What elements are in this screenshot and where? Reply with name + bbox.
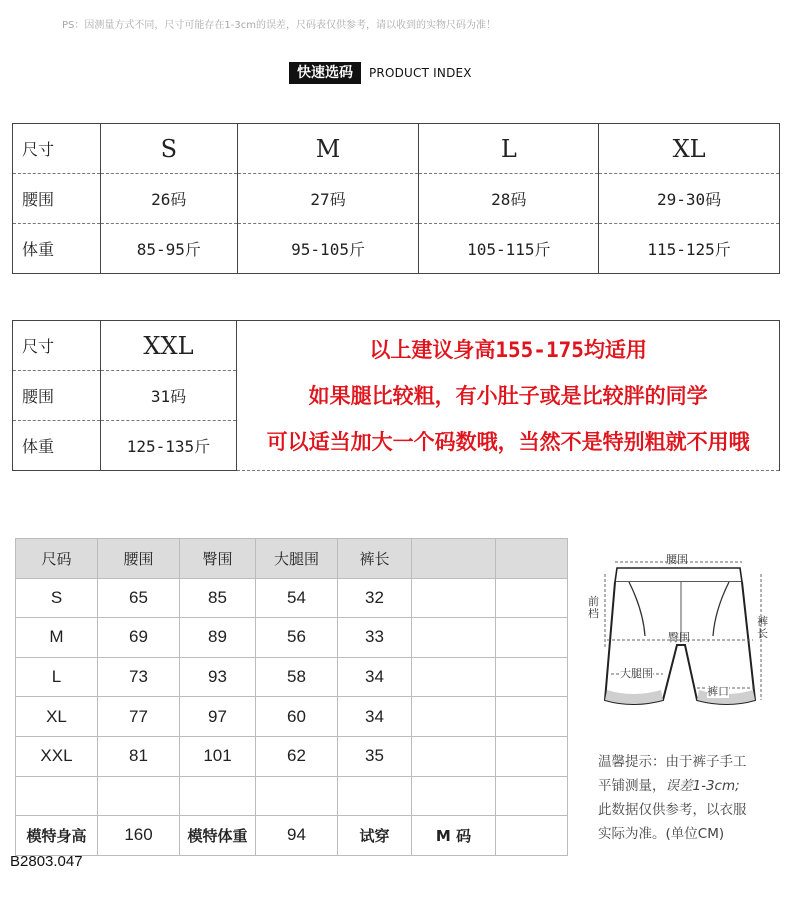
tip-line: 实际为准。(单位CM) (598, 826, 725, 842)
table-cell: 101 (180, 736, 256, 776)
table-row (16, 736, 568, 776)
waist-cell: 31码 (100, 371, 237, 421)
table-cell: L (16, 657, 98, 697)
table-cell: 93 (180, 657, 256, 697)
fit-note-line: 可以适当加大一个码数哦，当然不是特别粗就不用哦 (266, 429, 750, 454)
table-cell (412, 736, 496, 776)
table-cell (496, 816, 568, 856)
table-cell (16, 776, 98, 816)
heading-cn: 快速选码 (289, 62, 361, 84)
row-label-size: 尺寸 (13, 124, 101, 174)
waist-cell: 27码 (237, 174, 419, 224)
measurement-table (15, 538, 568, 856)
size-cell: XL (599, 124, 780, 174)
table-cell (496, 657, 568, 697)
table-cell (180, 776, 256, 816)
table-cell (496, 697, 568, 737)
header-cell (412, 539, 496, 579)
waist-cell: 28码 (419, 174, 599, 224)
table-cell: 77 (98, 697, 180, 737)
diagram-label-thigh: 大腿围 (620, 667, 653, 680)
table-cell (412, 578, 496, 618)
table-cell (412, 618, 496, 658)
tip-line: 此数据仅供参考，以衣服 (598, 802, 747, 818)
table-cell: 35 (338, 736, 412, 776)
table-cell: 34 (338, 697, 412, 737)
row-label-waist: 腰围 (13, 371, 101, 421)
table-cell: 81 (98, 736, 180, 776)
size-cell: L (419, 124, 599, 174)
table-cell: 89 (180, 618, 256, 658)
waist-cell: 29-30码 (599, 174, 780, 224)
model-height-label: 模特身高 (16, 816, 98, 856)
table-cell: 60 (256, 697, 338, 737)
size-table-1 (12, 123, 780, 274)
diagram-label-waist: 腰围 (666, 553, 688, 566)
section-heading (289, 62, 472, 84)
table-cell: 62 (256, 736, 338, 776)
size-row (13, 124, 780, 174)
table-cell (496, 736, 568, 776)
table-cell (98, 776, 180, 816)
size-cell: S (100, 124, 237, 174)
tip-line (598, 774, 783, 798)
tryon-label: 试穿 (338, 816, 412, 856)
row-label-weight: 体重 (13, 421, 101, 471)
table-row (16, 657, 568, 697)
table-row (16, 578, 568, 618)
model-row (16, 816, 568, 856)
table-cell: 65 (98, 578, 180, 618)
model-height-value: 160 (98, 816, 180, 856)
table-cell (412, 657, 496, 697)
size-cell: XXL (100, 321, 237, 371)
tip-line: 温馨提示：由于裤子手工 (598, 754, 747, 770)
diagram-label-length: 裤长 (757, 615, 768, 640)
tip-text: 平铺测量， (598, 778, 666, 794)
waist-row (13, 174, 780, 224)
weight-row (13, 224, 780, 274)
table-row (16, 697, 568, 737)
size-cell: M (237, 124, 419, 174)
table-row (16, 618, 568, 658)
table-cell: 56 (256, 618, 338, 658)
table-cell: 69 (98, 618, 180, 658)
weight-cell: 105-115斤 (419, 224, 599, 274)
ps-note: PS：因测量方式不同，尺寸可能存在1-3cm的误差，尺码表仅供参考，请以收到的实物尺码为准！ (62, 20, 496, 31)
diagram-label-hip: 臀围 (668, 631, 690, 644)
table-row (16, 776, 568, 816)
header-cell: 尺码 (16, 539, 98, 579)
table-cell (338, 776, 412, 816)
row-label-waist: 腰围 (13, 174, 101, 224)
shorts-diagram (585, 550, 775, 725)
header-cell (496, 539, 568, 579)
size-table-2 (12, 320, 780, 471)
table-cell: 34 (338, 657, 412, 697)
weight-cell: 95-105斤 (237, 224, 419, 274)
model-weight-value: 94 (256, 816, 338, 856)
product-code: B2803.047 (10, 853, 83, 870)
measurement-tip (598, 750, 783, 846)
table-cell: XXL (16, 736, 98, 776)
tip-error: 误差1-3cm; (665, 778, 740, 794)
table-cell (496, 776, 568, 816)
table-cell: M (16, 618, 98, 658)
header-cell: 臀围 (180, 539, 256, 579)
weight-cell: 85-95斤 (100, 224, 237, 274)
heading-en: PRODUCT INDEX (369, 66, 472, 80)
diagram-label-hem: 裤口 (707, 685, 729, 698)
tryon-size: M 码 (412, 816, 496, 856)
table-cell: 85 (180, 578, 256, 618)
row-label-weight: 体重 (13, 224, 101, 274)
table-cell (256, 776, 338, 816)
waist-cell: 26码 (100, 174, 237, 224)
fit-note (237, 321, 780, 471)
table-cell: 73 (98, 657, 180, 697)
table-cell: 33 (338, 618, 412, 658)
table-cell (496, 578, 568, 618)
table-cell: XL (16, 697, 98, 737)
table-cell: 58 (256, 657, 338, 697)
fit-note-line: 如果腿比较粗，有小肚子或是比较胖的同学 (308, 383, 708, 408)
header-cell: 大腿围 (256, 539, 338, 579)
model-weight-label: 模特体重 (180, 816, 256, 856)
table-cell: S (16, 578, 98, 618)
header-cell: 裤长 (338, 539, 412, 579)
table-cell: 32 (338, 578, 412, 618)
table-cell: 54 (256, 578, 338, 618)
fit-note-line: 以上建议身高155-175均适用 (369, 337, 647, 362)
header-cell: 腰围 (98, 539, 180, 579)
header-row (16, 539, 568, 579)
diagram-label-front-rise: 前档 (588, 595, 599, 620)
row-label-size: 尺寸 (13, 321, 101, 371)
weight-cell: 115-125斤 (599, 224, 780, 274)
table-cell (412, 776, 496, 816)
table-cell (412, 697, 496, 737)
size-row (13, 321, 780, 371)
table-cell: 97 (180, 697, 256, 737)
table-cell (496, 618, 568, 658)
weight-cell: 125-135斤 (100, 421, 237, 471)
